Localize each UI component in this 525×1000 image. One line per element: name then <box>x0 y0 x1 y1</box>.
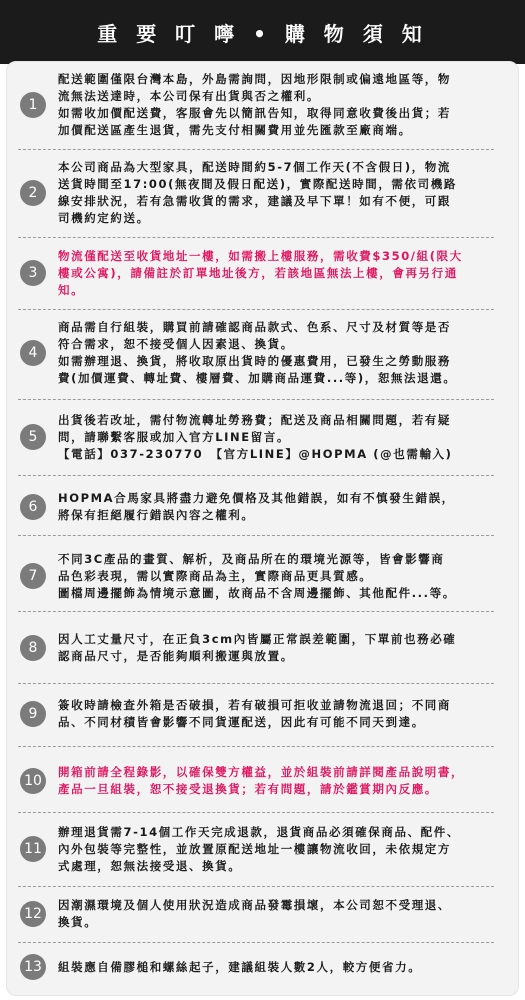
notice-item-11 <box>20 819 498 879</box>
notice-item-12 <box>20 893 498 935</box>
notice-text: 因潮濕環境及個人使用狀況造成商品發霉損壞，本公司恕不受理退、 換貨。 <box>58 898 451 929</box>
notice-item-3 <box>20 243 498 303</box>
notice-item-8 <box>20 627 498 669</box>
item-number-badge: 2 <box>20 180 46 206</box>
item-number-badge: 12 <box>20 901 46 927</box>
item-number-badge: 6 <box>20 494 46 520</box>
notice-item-10 <box>20 760 498 802</box>
item-number-badge: 9 <box>20 701 46 727</box>
notice-text: 因人工丈量尺寸，在正負3cm內皆屬正常誤差範圍，下單前也務必確 認商品尺寸，是否能夠順利搬運與放置。 <box>58 632 457 663</box>
notice-item-13 <box>20 952 498 982</box>
dashed-divider <box>18 746 494 747</box>
notice-text-highlight: 物流僅配送至收貨地址一樓，如需搬上樓服務，需收費$350/組(限大 樓或公寓)，請備註於訂單地址後方，若該地區無法上樓，會再另行通 知。 <box>58 248 463 297</box>
notice-text: 商品需自行組裝，購買前請確認商品款式、色系、尺寸及材質等是否 符合需求，恕不接受個人因素退、換貨。 如需辦理退、換貨，將收取原出貨時的優惠費用，已發生之勞動服務 費(加價運費、轉址費、樓層費、加購商品運費...等)，恕無法退還。 <box>58 320 457 385</box>
item-number-badge: 11 <box>20 836 46 862</box>
dashed-divider <box>18 149 494 150</box>
notice-item-5 <box>20 407 498 467</box>
dashed-divider <box>18 611 494 612</box>
notice-item-4 <box>20 315 498 391</box>
item-number-badge: 10 <box>20 768 46 794</box>
item-number-badge: 7 <box>20 563 46 589</box>
notice-text: 不同3C產品的畫質、解析，及商品所在的環境光源等，皆會影響商 品色彩表現，需以實際商品為主，實際商品更具質感。 圖檔周邊擺飾為情境示意圖，故商品不含周邊擺飾、其他配件...等。 <box>58 551 456 600</box>
dashed-divider <box>18 535 494 536</box>
item-number-badge: 1 <box>20 92 46 118</box>
item-number-badge: 5 <box>20 424 46 450</box>
notice-text: 配送範圍僅限台灣本島，外島需詢問，因地形限制或偏遠地區等，物 流無法送達時，本公司保有出貨與否之權利。 如需收加價配送費，客服會先以簡訊告知，取得同意收費後出貨；若 加價配送區產生退貨，需先支付相關費用並先匯款至廠商端。 <box>58 72 451 137</box>
notice-text: 簽收時請檢查外箱是否破損，若有破損可拒收並請物流退回；不同商 品、不同材積皆會影響不同貨運配送，因此有可能不同天到達。 <box>58 698 451 729</box>
dashed-divider <box>18 309 494 310</box>
notice-text-highlight: 開箱前請全程錄影，以確保雙方權益，並於組裝前請詳閱產品說明書， 產品一旦組裝，恕不接受退換貨；若有問題，請於鑑賞期內反應。 <box>58 765 465 796</box>
notice-text: HOPMA合馬家具將盡力避免價格及其他錯誤，如有不慎發生錯誤， 將保有拒絕履行錯誤內容之權利。 <box>58 491 455 522</box>
dashed-divider <box>18 237 494 238</box>
item-number-badge: 4 <box>20 340 46 366</box>
item-number-badge: 13 <box>20 954 46 980</box>
dashed-divider <box>18 475 494 476</box>
dashed-divider <box>18 942 494 943</box>
notice-text: 辦理退貨需7-14個工作天完成退款，退貨商品必須確保商品、配件、 內外包裝等完整性，並放置原配送地址一樓讓物流收回，未依規定方 式處理，恕無法接受退、換貨。 <box>58 824 460 873</box>
notice-text: 組裝應自備膠槌和螺絲起子，建議組裝人數2人，較方便省力。 <box>58 959 422 974</box>
dashed-divider <box>18 399 494 400</box>
dashed-divider <box>18 886 494 887</box>
notice-item-2 <box>20 155 498 231</box>
notice-text: 本公司商品為大型家具，配送時間約5-7個工作天(不含假日)，物流 送貨時間至17:00(無夜間及假日配送)，實際配送時間，需依司機路 線安排狀況，若有急需收貨的需求，建議及早下單！如有不便，可跟 司機約定約送。 <box>58 160 457 225</box>
notice-item-9 <box>20 693 498 735</box>
item-number-badge: 3 <box>20 260 46 286</box>
notice-text: 出貨後若改址，需付物流轉址勞務費；配送及商品相關問題，若有疑 問，請聯繫客服或加入官方LINE留言。 【電話】037-230770 【官方LINE】@HOPMA (@也需輸入) <box>58 412 453 461</box>
dashed-divider <box>18 683 494 684</box>
page-title: 重 要 叮 嚀 • 購 物 須 知 <box>0 0 525 64</box>
notice-item-6 <box>20 486 498 528</box>
item-number-badge: 8 <box>20 635 46 661</box>
notice-item-1 <box>20 67 498 143</box>
notice-item-7 <box>20 546 498 606</box>
dashed-divider <box>18 812 494 813</box>
